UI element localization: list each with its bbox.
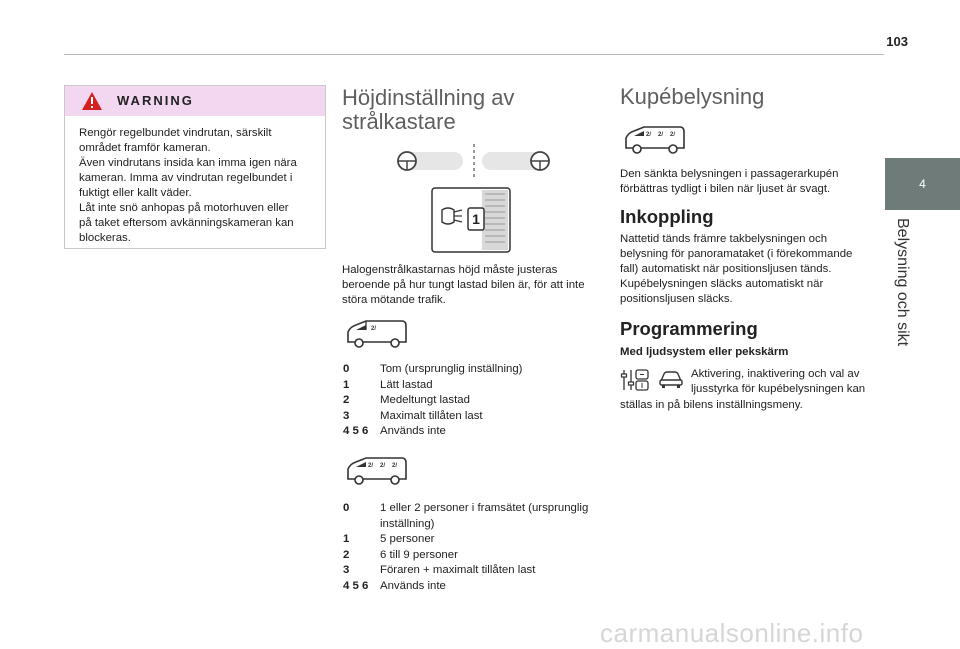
list-value: Används inte (380, 425, 446, 437)
list-key: 1 (343, 533, 350, 545)
headlamp-title-line: strålkastare (342, 109, 456, 134)
cabin-intro-line: Den sänkta belysningen i passagerarkupén (620, 168, 839, 180)
van-icon (344, 318, 410, 350)
passenger-van-icon (344, 455, 410, 487)
cabin-intro-line: förbättras tydligt i bilen när ljuset är svagt. (620, 183, 831, 195)
svg-text:2/: 2/ (646, 132, 652, 138)
svg-text:2/: 2/ (368, 463, 374, 469)
list-value: Tom (ursprunglig inställning) (380, 363, 523, 375)
inkoppling-line: belysning för panoramataket (i förekommande (620, 248, 853, 260)
headlamp-title-line: Höjdinställning av (342, 85, 515, 110)
list-value (380, 501, 605, 532)
car-settings-icon (658, 368, 684, 390)
page-number: 103 (886, 34, 908, 49)
headlamp-intro-line: Halogenstrålkastarnas höjd måste justeras (342, 264, 558, 276)
programmering-line: Aktivering, inaktivering och val av (691, 368, 860, 380)
warning-line: fuktigt eller kallt väder. (79, 187, 192, 199)
warning-line: området framför kameran. (79, 142, 211, 154)
headlamp-intro-line: beroende på hur tungt lastad bilen är, för att inte (342, 279, 585, 291)
warning-line: Rengör regelbundet vindrutan, särskilt (79, 127, 272, 139)
list-value: Lätt lastad (380, 378, 433, 391)
programmering-line: ljusstyrka för kupébelysningen kan (691, 383, 866, 395)
passenger-load-list (343, 501, 613, 601)
inkoppling-line: Nattetid tänds främre takbelysningen och (620, 233, 828, 245)
headlamp-intro-line: störa mötande trafik. (342, 294, 446, 306)
dial-position-label: 1 (472, 211, 480, 227)
list-key: 0 (343, 363, 350, 375)
programmering-subtitle: Med ljudsystem eller pekskärm (620, 346, 789, 358)
list-value: Används inte (380, 579, 446, 592)
warning-text (79, 126, 321, 246)
svg-text:2/: 2/ (380, 463, 386, 469)
passenger-van-icon (622, 124, 688, 156)
cabin-intro (620, 167, 880, 197)
settings-menu-icon (620, 368, 650, 392)
list-value: 5 personer (380, 533, 435, 545)
warning-line: kameran. Imma av vindrutan regelbundet i (79, 172, 293, 184)
right-headlamp-beam-icon (482, 152, 549, 170)
headlamp-intro (342, 263, 612, 308)
list-key: 2 (343, 548, 350, 561)
list-value: Maximalt tillåten last (380, 409, 483, 422)
warning-line: Även vindrutans insida kan imma igen nära (79, 157, 297, 169)
headlamp-dial-illustration (390, 140, 560, 255)
cabin-section-title: Kupébelysning (620, 84, 765, 109)
watermark: carmanualsonline.info (600, 618, 864, 648)
list-value-line: 1 eller 2 personer i framsätet (ursprunglig (380, 502, 589, 514)
warning-line: Låt inte snö anhopas på motorhuven eller (79, 202, 289, 214)
chapter-label: Belysning och sikt (894, 218, 911, 347)
list-key: 4 5 6 (343, 425, 369, 437)
inkoppling-line: positionsljusen släcks. (620, 293, 733, 305)
svg-text:2/: 2/ (670, 132, 676, 138)
svg-text:2/: 2/ (371, 326, 377, 332)
inkoppling-text (620, 232, 880, 307)
list-key: 0 (343, 502, 350, 514)
programmering-line: ställas in på bilens inställningsmeny. (620, 399, 803, 411)
warning-triangle-icon (81, 91, 103, 111)
left-headlamp-beam-icon (398, 152, 463, 170)
van-load-list (343, 362, 613, 442)
list-value: Medeltungt lastad (380, 394, 470, 406)
inkoppling-line: Kupébelysningen släcks automatiskt när (620, 278, 824, 290)
list-value: 6 till 9 personer (380, 548, 458, 561)
svg-text:2/: 2/ (392, 463, 398, 469)
list-key: 2 (343, 394, 350, 406)
chapter-tab[interactable]: 4 (885, 158, 960, 210)
inkoppling-heading: Inkoppling (620, 206, 714, 227)
list-value-line: inställning) (380, 517, 435, 530)
warning-line: på taket eftersom avkänningskameran kan (79, 217, 294, 229)
list-key: 3 (343, 409, 350, 422)
warning-box (64, 85, 326, 249)
headlamp-adjust-dial-icon (432, 188, 510, 252)
list-key: 1 (343, 378, 350, 391)
warning-title: WARNING (117, 93, 194, 108)
list-key: 3 (343, 564, 350, 576)
headlamp-section-title (342, 86, 592, 134)
inkoppling-line: fall) automatiskt när positionsljusen tänds. (620, 263, 832, 275)
list-key: 4 5 6 (343, 579, 369, 592)
programmering-text-lines (691, 367, 881, 397)
svg-text:2/: 2/ (658, 132, 664, 138)
warning-line: blockeras. (79, 232, 131, 244)
warning-header (65, 86, 325, 116)
header-divider (64, 54, 884, 55)
programmering-heading: Programmering (620, 318, 758, 339)
list-value: Föraren + maximalt tillåten last (380, 564, 536, 576)
